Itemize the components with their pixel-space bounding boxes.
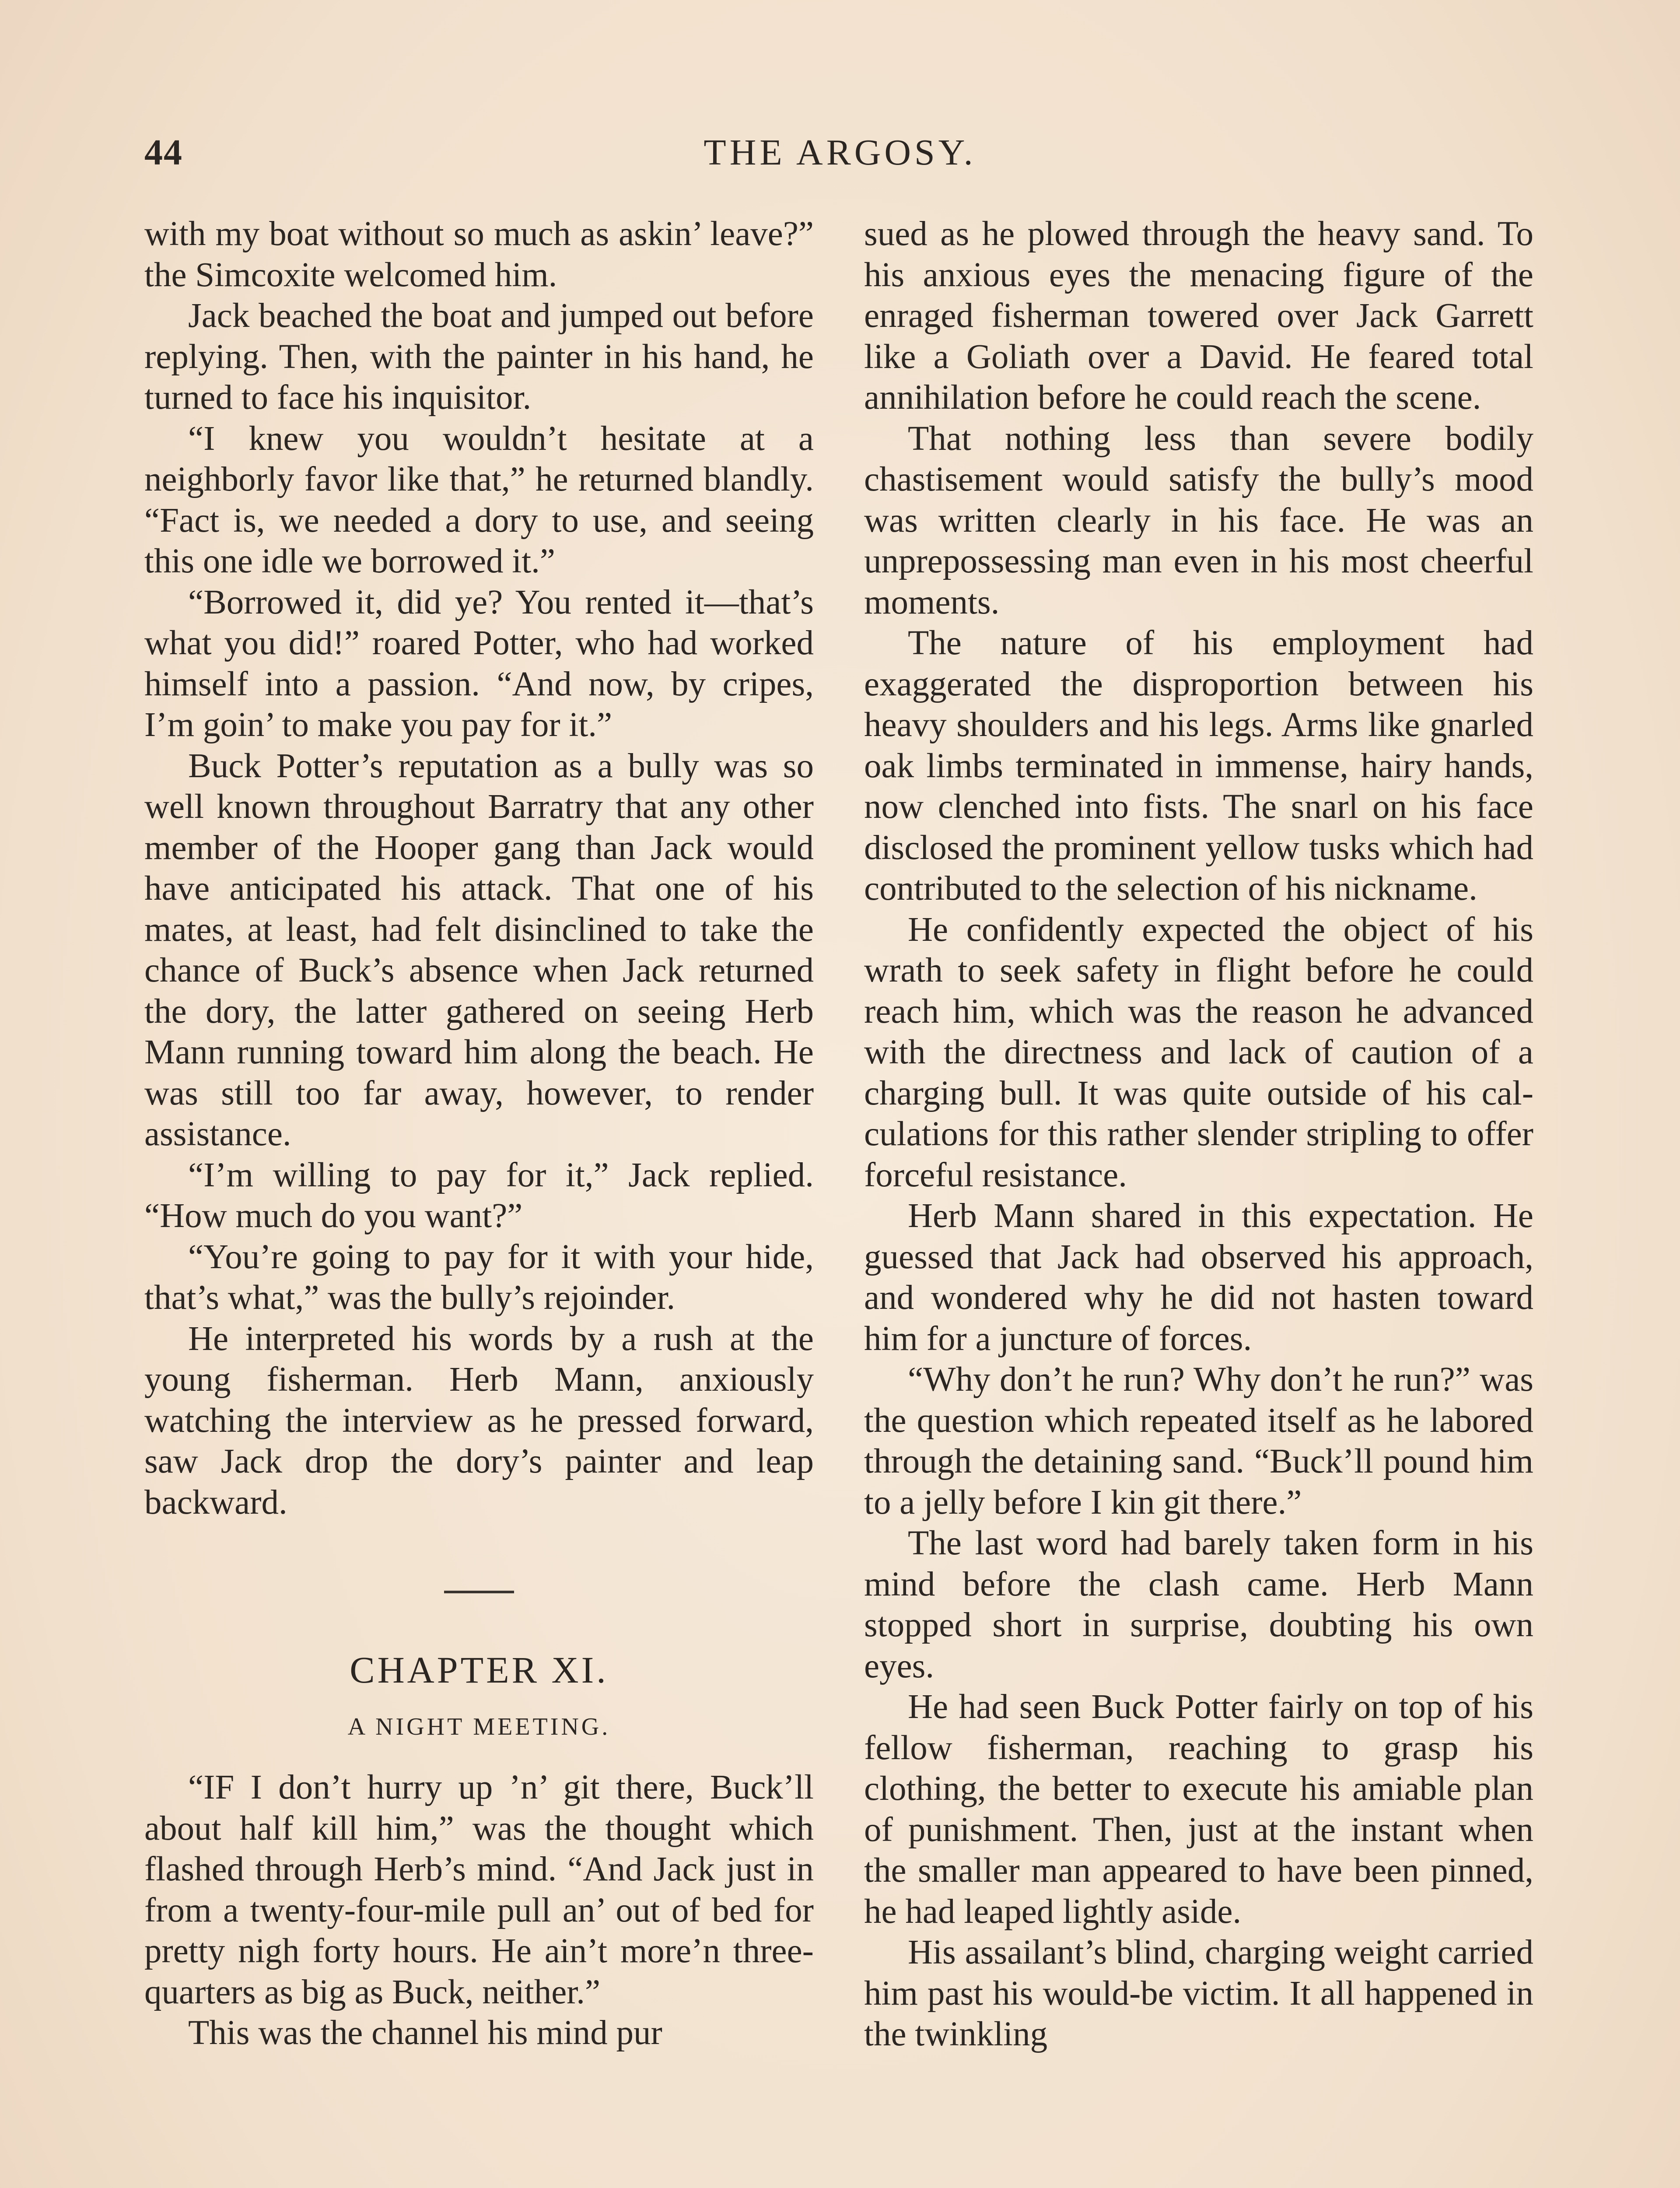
paragraph: His assailant’s blind, charging weight carried him past his would-be victim. It all happened in the twinkling [864, 1933, 1533, 2053]
left-column [144, 214, 814, 2054]
paragraph: He interpreted his words by a rush at the young fisherman. Herb Mann, anxiously watching the interview as he pressed forward, saw Jack drop the dory’s painter and leap backward. [144, 1319, 814, 1522]
paragraph: Herb Mann shared in this expectation. He guessed that Jack had observed his approach, and wondered why he did not hasten toward him for a juncture of forces. [864, 1197, 1533, 1358]
paragraph: That nothing less than severe bodily chastisement would satisfy the bully’s mood was written clearly in his face. He was an unprepossessing man even in his most cheerful moments. [864, 419, 1533, 621]
chapter-subtitle: A NIGHT MEETING. [347, 1713, 611, 1740]
paragraph: This was the channel his mind pur [188, 2014, 662, 2052]
paragraph: “Why don’t he run? Why don’t he run?” was the question which repeated itself as he labored through the detaining sand. “Buck’ll pound him to a jelly before I kin git there.” [864, 1360, 1533, 1522]
paragraph: “I knew you wouldn’t hesitate at a neighborly favor like that,” he returned blandly. “Fact is, we needed a dory to use, and seeing this one idle we borrowed it.” [144, 419, 814, 580]
section-divider [444, 1591, 514, 1593]
right-column [864, 214, 1533, 2055]
paragraph: sued as he plowed through the heavy sand. To his anxious eyes the menacing figure of the enraged fisherman towered over Jack Garrett like a Goliath over a David. He feared total annihilation before he could reach the scene. [864, 215, 1533, 417]
paragraph: The last word had barely taken form in his mind before the clash came. Herb Mann stopped short in surprise, doubting his own eyes. [864, 1524, 1533, 1685]
paragraph: He confidently expected the object of his wrath to seek safety in flight before he could reach him, which was the reason he advanced with the directness and lack of caution of a charging bull. It was quite outside of his calculations for this rather slender stripling to offer forceful resistance. [864, 910, 1533, 1194]
paragraph: “I’m willing to pay for it,” Jack replied. “How much do you want?” [144, 1156, 814, 1235]
paragraph: “You’re going to pay for it with your hide, that’s what,” was the bully’s rejoinder. [144, 1238, 814, 1317]
paragraph: The nature of his employment had exaggerated the disproportion between his heavy shoulders and his legs. Arms like gnarled oak limbs terminated in immense, hairy hands, now clenched into fists. The snarl on his face disclosed the prominent yellow tusks which had contributed to the selection of his nickname. [864, 624, 1533, 908]
paragraph: with my boat without so much as askin’ leave?” the Simcoxite welcomed him. [144, 215, 814, 294]
running-head [144, 131, 1536, 179]
paragraph: Buck Potter’s reputation as a bully was so well known throughout Barratry that any other member of the Hooper gang than Jack would have anticipated his attack. That one of his mates, at least, had felt disinclined to take the chance of Buck’s absence when Jack returned the dory, the latter gathered on seeing Herb Mann running toward him along the beach. He was still too far away, however, to render assistance. [144, 747, 814, 1153]
paragraph: “IF I don’t hurry up ’n’ git there, Buck’ll about half kill him,” was the thought which flashed through Herb’s mind. “And Jack just in from a twenty-four-mile pull an’ out of bed for pretty nigh forty hours. He ain’t more’n three-quarters as big as Buck, neither.” [144, 1768, 814, 2011]
paragraph: He had seen Buck Potter fairly on top of his fellow fisherman, reaching to grasp his clothing, the better to execute his amiable plan of punishment. Then, just at the instant when the smaller man appeared to have been pinned, he had leaped lightly aside. [864, 1688, 1533, 1931]
paragraph: “Borrowed it, did ye? You rented it—that’s what you did!” roared Potter, who had worked himself into a passion. “And now, by cripes, I’m goin’ to make you pay for it.” [144, 583, 814, 744]
paragraph: Jack beached the boat and jumped out before replying. Then, with the painter in his hand, he turned to face his inquisitor. [144, 297, 814, 417]
running-title: THE ARGOSY. [704, 132, 976, 173]
page-number: 44 [144, 132, 183, 173]
chapter-title: CHAPTER XI. [350, 1649, 609, 1691]
